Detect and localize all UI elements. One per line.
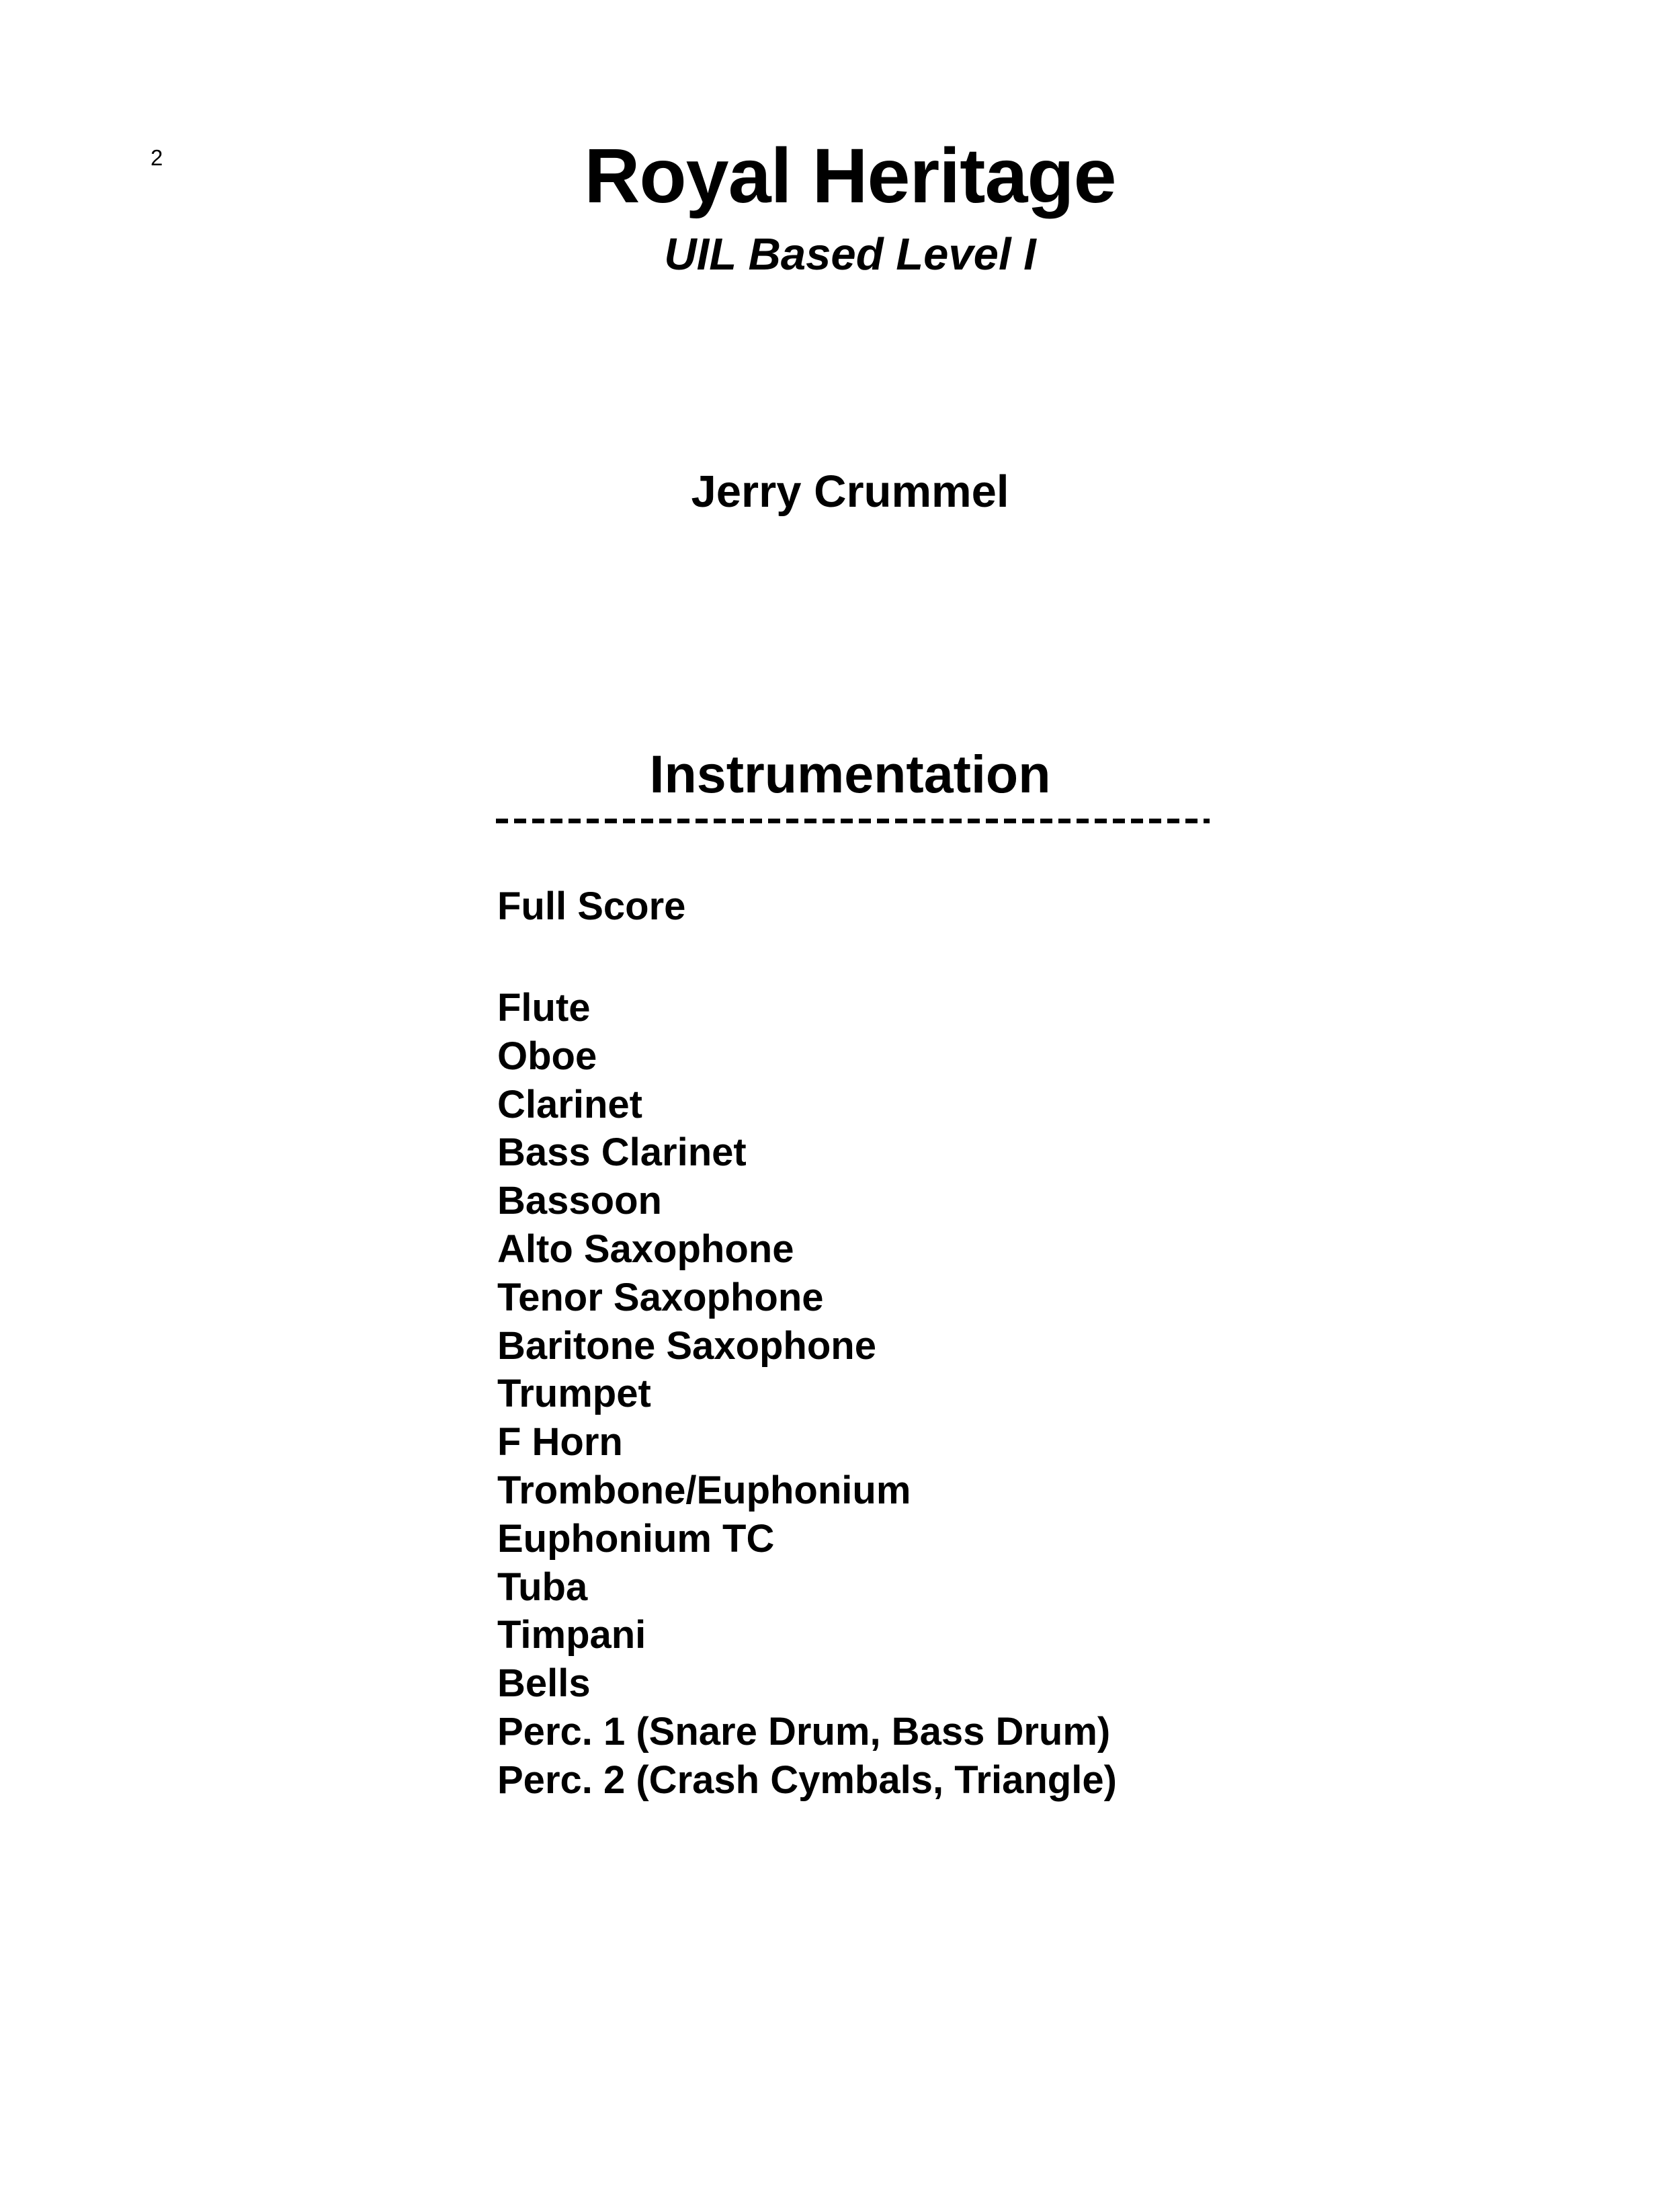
part-item: Bassoon: [497, 1179, 662, 1223]
part-item: F Horn: [497, 1420, 623, 1464]
part-item: Perc. 1 (Snare Drum, Bass Drum): [497, 1709, 1111, 1753]
page-subtitle: UIL Based Level I: [664, 229, 1036, 280]
page-number: 2: [151, 145, 163, 170]
part-item: Flute: [497, 986, 591, 1030]
full-score-label: Full Score: [497, 884, 686, 928]
part-item: Perc. 2 (Crash Cymbals, Triangle): [497, 1758, 1117, 1802]
part-item: Oboe: [497, 1034, 597, 1078]
part-item: Alto Saxophone: [497, 1227, 794, 1271]
part-item: Baritone Saxophone: [497, 1323, 876, 1368]
page-title: Royal Heritage: [584, 133, 1116, 219]
instrumentation-heading: Instrumentation: [649, 744, 1051, 804]
part-item: Tuba: [497, 1565, 588, 1609]
part-item: Clarinet: [497, 1082, 642, 1126]
part-item: Timpani: [497, 1613, 646, 1657]
instrument-parts-list: [497, 984, 1117, 1805]
part-item: Euphonium TC: [497, 1516, 775, 1561]
dashed-divider: [496, 819, 1210, 823]
part-item: Bells: [497, 1661, 591, 1706]
part-item: Trumpet: [497, 1372, 651, 1416]
composer-name: Jerry Crummel: [691, 466, 1009, 517]
part-item: Trombone/Euphonium: [497, 1468, 911, 1512]
part-item: Tenor Saxophone: [497, 1275, 824, 1319]
part-item: Bass Clarinet: [497, 1130, 747, 1175]
